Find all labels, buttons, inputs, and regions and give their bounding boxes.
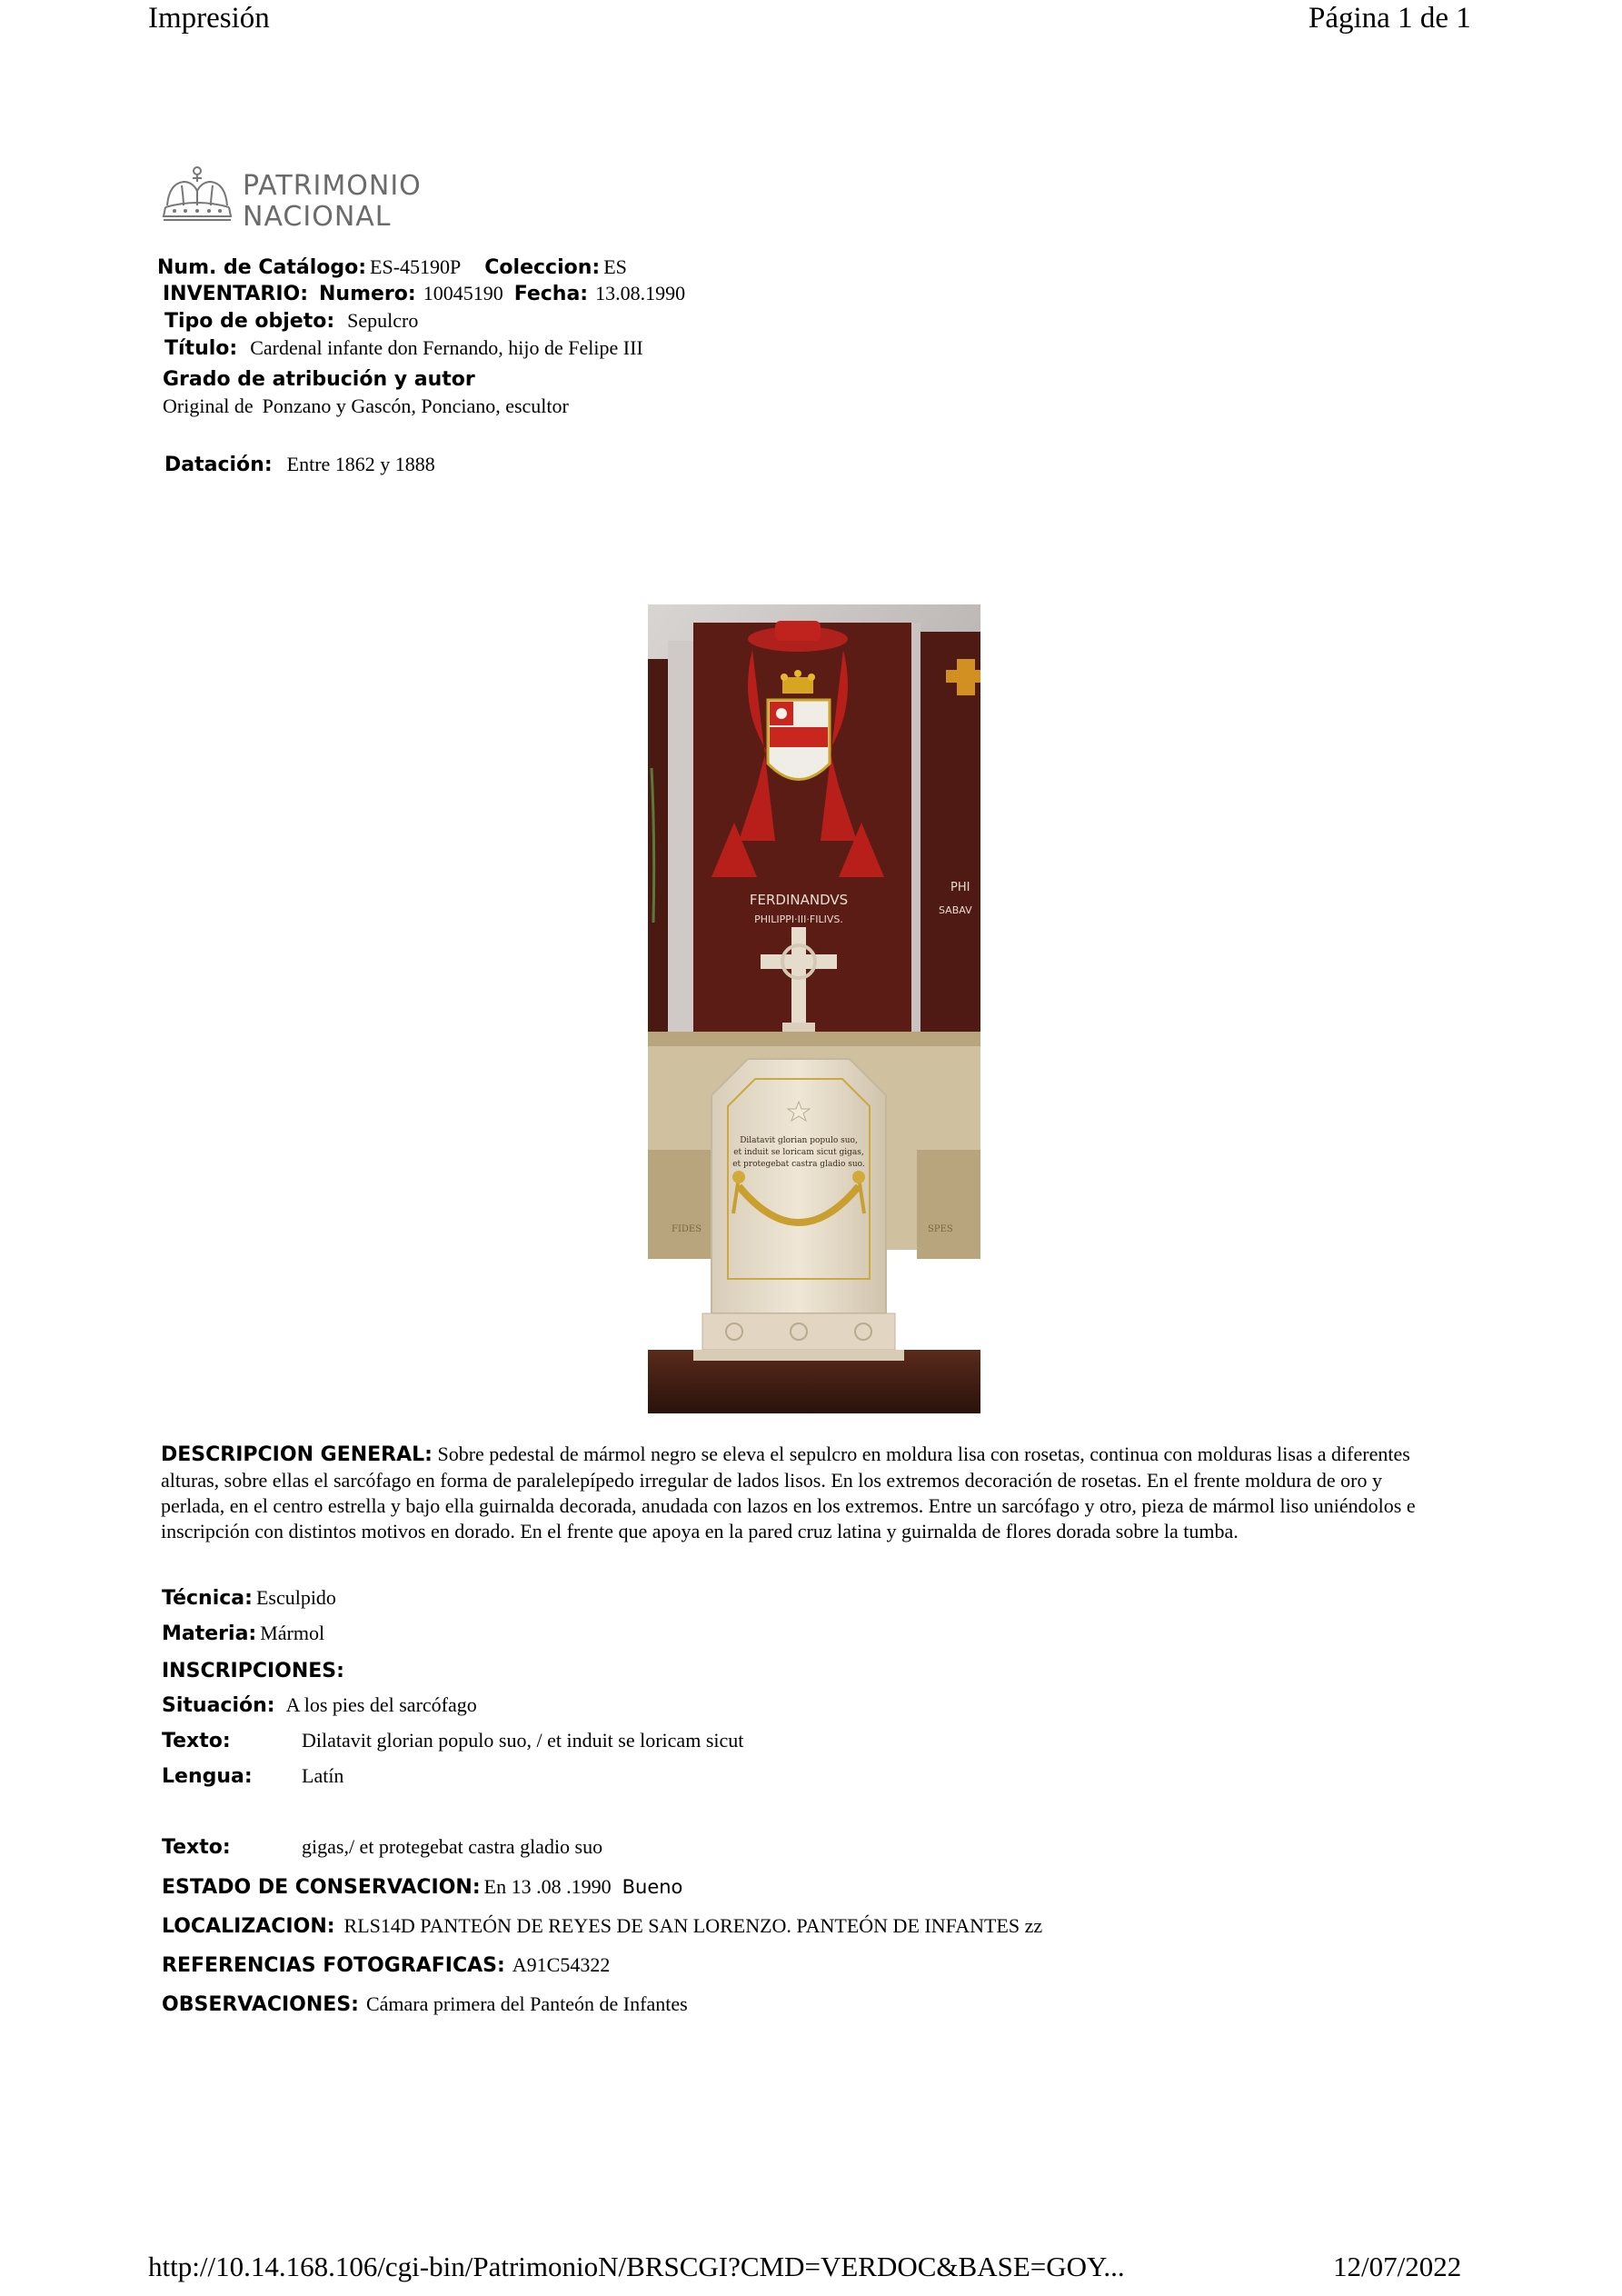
estado-label: ESTADO DE CONSERVACION: bbox=[162, 1876, 481, 1899]
fecha-label: Fecha: bbox=[513, 283, 589, 305]
tomb-photograph bbox=[648, 604, 980, 1413]
referencias-label: REFERENCIAS FOTOGRAFICAS: bbox=[162, 1954, 505, 1977]
situacion-row bbox=[162, 1693, 477, 1717]
localizacion-label: LOCALIZACION: bbox=[162, 1915, 335, 1938]
tecnica-row bbox=[162, 1586, 336, 1610]
logo-wordmark bbox=[243, 171, 422, 233]
plaque-subtitle: PHILIPPI·III·FILIVS. bbox=[754, 913, 843, 925]
tipo-row bbox=[164, 309, 418, 333]
grado-label: Grado de atribución y autor bbox=[163, 368, 475, 391]
inscripciones-row bbox=[162, 1660, 344, 1682]
inventario-row bbox=[163, 282, 685, 305]
inscripciones-label: INSCRIPCIONES: bbox=[162, 1660, 344, 1682]
estado-value: En 13 .08 .1990 bbox=[483, 1875, 612, 1898]
crown-icon bbox=[156, 164, 238, 227]
estado-extra: Bueno bbox=[622, 1876, 683, 1898]
titulo-value: Cardenal infante don Fernando, hijo de Felipe III bbox=[250, 336, 643, 359]
catalogo-label: Num. de Catálogo: bbox=[157, 256, 367, 279]
numero-value: 10045190 bbox=[423, 282, 503, 304]
coleccion-label: Coleccion: bbox=[484, 256, 601, 279]
coleccion-value: ES bbox=[603, 255, 627, 278]
page-counter: Página 1 de 1 bbox=[1309, 2, 1471, 35]
plaque-right-2: SABAV bbox=[939, 904, 972, 916]
texto-value-2: gigas,/ et protegebat castra gladio suo bbox=[302, 1835, 603, 1858]
materia-value: Mármol bbox=[260, 1622, 325, 1644]
materia-row bbox=[162, 1622, 324, 1645]
estado-row bbox=[162, 1875, 682, 1899]
tecnica-value: Esculpido bbox=[255, 1586, 336, 1609]
fides-label: FIDES bbox=[672, 1224, 702, 1234]
datacion-label: Datación: bbox=[164, 454, 273, 476]
localizacion-row bbox=[162, 1914, 1042, 1938]
lengua-label: Lengua: bbox=[162, 1765, 253, 1788]
titulo-row bbox=[164, 336, 643, 360]
logo-line-2: NACIONAL bbox=[243, 201, 392, 233]
tecnica-label: Técnica: bbox=[162, 1587, 253, 1610]
titulo-label: Título: bbox=[164, 337, 238, 360]
footer-date: 12/07/2022 bbox=[1333, 2251, 1462, 2282]
referencias-row bbox=[162, 1953, 610, 1977]
descripcion-label: DESCRIPCION GENERAL: bbox=[161, 1443, 433, 1466]
inventario-label: INVENTARIO: bbox=[163, 283, 309, 305]
tomb-inscription-2: et induit se loricam sicut gigas, bbox=[733, 1148, 864, 1157]
grado-label-row bbox=[163, 368, 475, 391]
datacion-value: Entre 1862 y 1888 bbox=[286, 453, 435, 475]
catalogo-value: ES-45190P bbox=[370, 255, 462, 278]
observaciones-label: OBSERVACIONES: bbox=[162, 1993, 359, 2016]
tipo-value: Sepulcro bbox=[347, 309, 419, 332]
tomb-inscription-1: Dilatavit glorian populo suo, bbox=[740, 1136, 858, 1145]
datacion-row bbox=[164, 453, 435, 476]
texto-label-2: Texto: bbox=[162, 1836, 231, 1859]
tipo-label: Tipo de objeto: bbox=[164, 310, 335, 333]
lengua-row bbox=[162, 1764, 343, 1788]
numero-label: Numero: bbox=[319, 283, 416, 305]
plaque-name: FERDINANDVS bbox=[749, 892, 849, 908]
tomb-inscription-3: et protegebat castra gladio suo. bbox=[732, 1160, 865, 1169]
catalogo-row bbox=[157, 255, 627, 279]
grado-prefix: Original de bbox=[163, 394, 254, 417]
fecha-value: 13.08.1990 bbox=[595, 282, 686, 304]
observaciones-row bbox=[162, 1992, 688, 2016]
texto-row-1 bbox=[162, 1729, 743, 1752]
referencias-value: A91C54322 bbox=[512, 1953, 611, 1976]
spes-label: SPES bbox=[928, 1224, 953, 1234]
grado-value-row bbox=[163, 394, 569, 418]
situacion-value: A los pies del sarcófago bbox=[285, 1693, 477, 1716]
materia-label: Materia: bbox=[162, 1622, 257, 1645]
descripcion-general bbox=[161, 1442, 1424, 1544]
logo-line-1: PATRIMONIO bbox=[243, 170, 422, 202]
localizacion-value: RLS14D PANTEÓN DE REYES DE SAN LORENZO. PANTEÓN DE INFANTES zz bbox=[343, 1914, 1043, 1937]
print-header-title: Impresión bbox=[148, 2, 270, 35]
lengua-value: Latín bbox=[302, 1764, 344, 1787]
descripcion-value: Sobre pedestal de mármol negro se eleva el sepulcro en moldura lisa con rosetas, continua con molduras lisas a diferentes alturas, sobre ellas el sarcófago en forma de paralelepípedo irregular de lados lisos. En los extremos decoración de rosetas. En el frente moldura de oro y perlada, en el centro estrella y bajo ella guirnalda decorada, anudada con lazos en los extremos. Entre un sarcófago y otro, pieza de mármol liso uniéndolos e inscripción con distintos motivos en dorado. En el frente que apoya en la pared cruz latina y guirnalda de flores dorada sobre la tumba. bbox=[161, 1442, 1416, 1542]
texto-row-2 bbox=[162, 1835, 602, 1859]
observaciones-value: Cámara primera del Panteón de Infantes bbox=[365, 1992, 688, 2015]
plaque-right-1: PHI bbox=[950, 881, 970, 894]
situacion-label: Situación: bbox=[162, 1694, 275, 1717]
texto-label-1: Texto: bbox=[162, 1730, 231, 1752]
grado-value: Ponzano y Gascón, Ponciano, escultor bbox=[262, 394, 569, 417]
texto-value-1: Dilatavit glorian populo suo, / et induit se loricam sicut bbox=[302, 1729, 744, 1752]
footer-url: http://10.14.168.106/cgi-bin/PatrimonioN/BRSCGI?CMD=VERDOC&BASE=GOY... bbox=[148, 2251, 1125, 2282]
